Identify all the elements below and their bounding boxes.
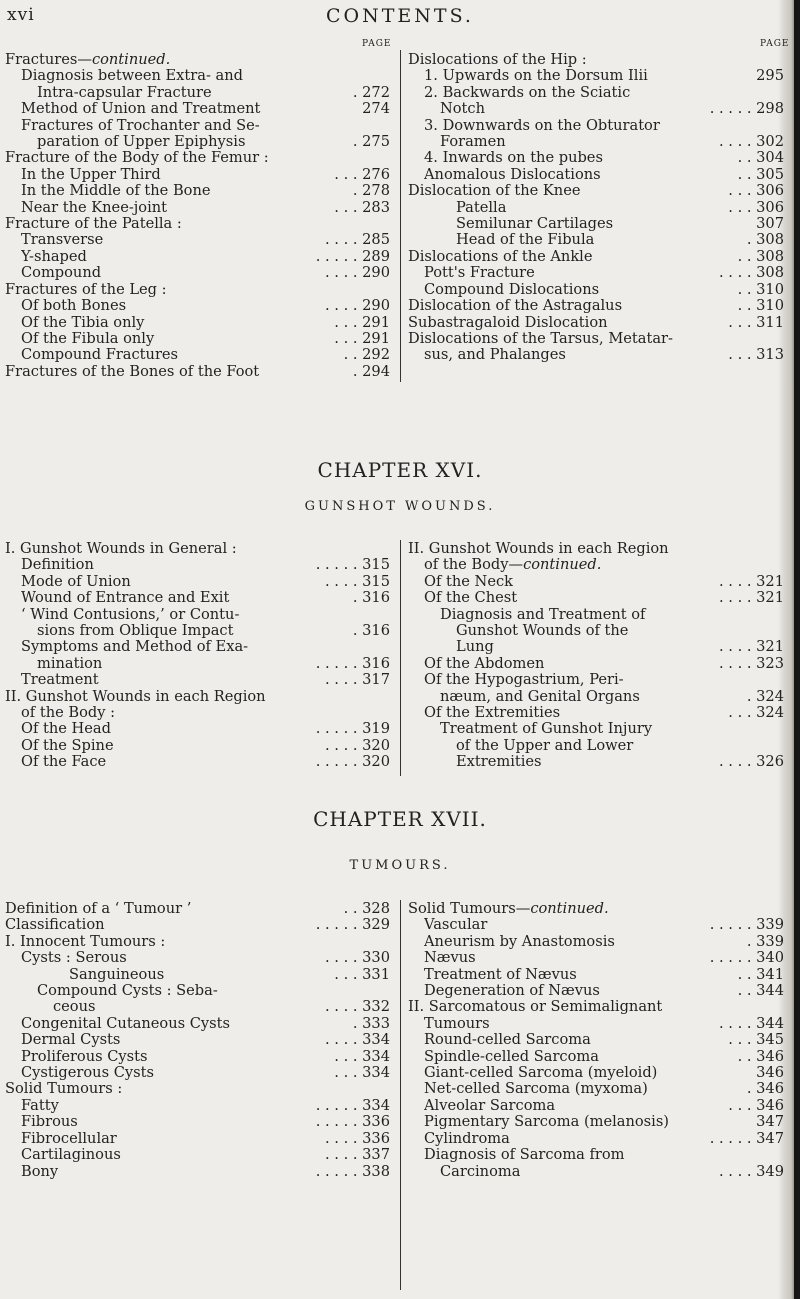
toc-entry-title: Subastragaloid Dislocation xyxy=(408,314,608,331)
toc-entry xyxy=(408,541,784,557)
toc-entry-title: Dislocations of the Ankle xyxy=(408,248,593,265)
chapter-16-subheading: GUNSHOT WOUNDS. xyxy=(304,499,496,514)
toc-entry xyxy=(408,1032,784,1048)
toc-entry xyxy=(5,183,390,199)
toc-entry xyxy=(408,101,784,117)
toc-entry-title: næum, and Genital Organs xyxy=(440,688,640,705)
toc-entry-page: . . . . 337 xyxy=(325,1146,390,1164)
toc-entry-title: Of the Tibia only xyxy=(21,314,145,331)
toc-entry-page: . 316 xyxy=(352,589,390,607)
page-edge-dark xyxy=(794,0,800,1299)
toc-entry xyxy=(5,364,390,380)
toc-entry-title: Giant-celled Sarcoma (myeloid) xyxy=(424,1065,658,1082)
toc-entry-title: Diagnosis of Sarcoma from xyxy=(424,1147,625,1164)
toc-entry-page: . . . . 321 xyxy=(719,589,784,607)
toc-column-left-3 xyxy=(5,901,390,1180)
toc-entry-page: . . . . . 289 xyxy=(315,247,390,265)
toc-entry-page: . . . 345 xyxy=(728,1031,784,1049)
toc-entry-page: . . . 313 xyxy=(728,346,784,364)
toc-entry-page: 307 xyxy=(756,215,784,233)
toc-entry xyxy=(408,1049,784,1065)
toc-entry-title: Fractures of Trochanter and Se- xyxy=(21,117,260,134)
toc-entry xyxy=(408,265,784,281)
toc-entry-page: . . 310 xyxy=(737,280,784,298)
toc-entry-title: ‘ Wind Contusions,’ or Contu- xyxy=(21,606,240,623)
toc-entry-title: Round-celled Sarcoma xyxy=(424,1032,591,1049)
toc-entry xyxy=(5,967,390,983)
toc-entry-title: Cysts : Serous xyxy=(21,950,127,967)
toc-entry-title: Fracture of the Patella : xyxy=(5,216,182,233)
toc-entry xyxy=(408,1131,784,1147)
toc-column-right-2 xyxy=(408,541,784,771)
toc-entry-title: Fibrous xyxy=(21,1114,78,1131)
toc-entry-page: . . . . . 340 xyxy=(709,949,784,967)
toc-entry-title: I. Innocent Tumours : xyxy=(5,933,166,950)
toc-entry xyxy=(5,1147,390,1163)
toc-entry-title: Tumours xyxy=(424,1015,490,1032)
toc-entry xyxy=(5,689,390,705)
toc-entry xyxy=(408,315,784,331)
toc-entry xyxy=(5,656,390,672)
toc-entry-title: Compound Cysts : Seba- xyxy=(37,983,218,1000)
toc-entry-page: . . . . 315 xyxy=(325,572,390,590)
toc-entry-title: Aneurism by Anastomosis xyxy=(424,933,615,950)
toc-entry-page: . 333 xyxy=(352,1014,390,1032)
page-column-label-left: PAGE xyxy=(362,39,392,49)
toc-entry xyxy=(5,705,390,721)
toc-entry-page: . 346 xyxy=(746,1080,784,1098)
running-title: CONTENTS. xyxy=(326,5,474,27)
toc-entry xyxy=(408,1016,784,1032)
toc-entry-page: . . . 283 xyxy=(334,198,390,216)
toc-entry xyxy=(5,901,390,917)
toc-entry xyxy=(408,85,784,101)
toc-entry-title: Pott's Fracture xyxy=(424,265,535,282)
toc-entry xyxy=(5,672,390,688)
toc-entry-page: . . . . 349 xyxy=(719,1162,784,1180)
toc-entry-title: Congenital Cutaneous Cysts xyxy=(21,1015,231,1032)
toc-column-left-2 xyxy=(5,541,390,771)
toc-entry-title: 2. Backwards on the Sciatic xyxy=(424,84,631,101)
toc-entry-page: . . . . 321 xyxy=(719,638,784,656)
toc-entry-page: . 272 xyxy=(352,83,390,101)
toc-entry-page: . 294 xyxy=(352,362,390,380)
toc-entry xyxy=(408,216,784,232)
toc-entry-page: . . . 334 xyxy=(334,1047,390,1065)
page-column-label-right: PAGE xyxy=(760,39,790,49)
toc-entry xyxy=(5,917,390,933)
toc-entry-title: Definition xyxy=(21,557,94,574)
toc-entry xyxy=(408,623,784,639)
toc-entry-page: . 316 xyxy=(352,622,390,640)
toc-entry-page: . . 346 xyxy=(737,1047,784,1065)
toc-entry xyxy=(5,934,390,950)
toc-entry-title: mination xyxy=(37,655,103,672)
toc-entry-title: sions from Oblique Impact xyxy=(37,623,234,640)
toc-entry xyxy=(408,1147,784,1163)
toc-entry xyxy=(5,1114,390,1130)
toc-entry xyxy=(408,331,784,347)
toc-entry-title: Compound xyxy=(21,265,102,282)
toc-entry-page: . . . . . 320 xyxy=(315,753,390,771)
toc-entry xyxy=(408,689,784,705)
toc-entry-title: II. Gunshot Wounds in each Region xyxy=(5,688,266,705)
toc-entry xyxy=(408,200,784,216)
toc-entry xyxy=(5,754,390,770)
column-divider-3 xyxy=(400,900,401,1290)
toc-entry-page: . . . . . 329 xyxy=(315,916,390,934)
toc-entry-title: Diagnosis and Treatment of xyxy=(440,606,646,623)
toc-entry xyxy=(5,639,390,655)
toc-entry-continued: continued. xyxy=(530,901,609,917)
toc-entry-page: . . . . . 338 xyxy=(315,1162,390,1180)
toc-entry-title: Diagnosis between Extra- and xyxy=(21,68,243,85)
toc-entry-title: Transverse xyxy=(21,232,104,249)
toc-entry-page: . . . . . 339 xyxy=(709,916,784,934)
toc-entry xyxy=(5,1098,390,1114)
toc-entry-page: . 339 xyxy=(746,932,784,950)
toc-entry-title: Degeneration of Nævus xyxy=(424,983,600,1000)
toc-entry-title: Intra-capsular Fracture xyxy=(37,84,212,101)
toc-entry-title: In the Upper Third xyxy=(21,166,161,183)
toc-entry-page: . . 292 xyxy=(343,346,390,364)
toc-entry-title: Mode of Union xyxy=(21,573,131,590)
toc-entry xyxy=(408,232,784,248)
toc-column-right-3 xyxy=(408,901,784,1180)
toc-entry-title: paration of Upper Epiphysis xyxy=(37,134,246,151)
toc-entry-title: Dislocation of the Knee xyxy=(408,183,581,200)
toc-entry-page: . . . . 302 xyxy=(719,133,784,151)
toc-entry xyxy=(408,68,784,84)
toc-entry xyxy=(5,200,390,216)
toc-entry-page: . . . 346 xyxy=(728,1096,784,1114)
toc-entry-title: Near the Knee-joint xyxy=(21,199,168,216)
toc-entry-title: Fibrocellular xyxy=(21,1130,117,1147)
toc-entry xyxy=(5,999,390,1015)
toc-entry-title: Lung xyxy=(456,639,494,656)
toc-entry-page: . . . . . 316 xyxy=(315,654,390,672)
toc-entry-title: ceous xyxy=(53,999,96,1016)
toc-entry-page: . . . . . 319 xyxy=(315,720,390,738)
toc-entry-page: 295 xyxy=(756,67,784,85)
toc-entry-page: . 275 xyxy=(352,133,390,151)
page-number-roman: xvi xyxy=(7,5,35,25)
toc-entry-page: . . . . . 298 xyxy=(709,100,784,118)
toc-entry-page: . . . . . 347 xyxy=(709,1129,784,1147)
toc-entry xyxy=(5,1032,390,1048)
toc-entry xyxy=(5,282,390,298)
toc-entry-page: . . . . 320 xyxy=(325,736,390,754)
toc-entry xyxy=(408,590,784,606)
toc-entry-title: Y-shaped xyxy=(21,248,87,265)
toc-entry-page: . . . . 330 xyxy=(325,949,390,967)
chapter-17-heading: CHAPTER XVII. xyxy=(313,807,487,831)
toc-entry xyxy=(408,999,784,1015)
toc-entry xyxy=(5,68,390,84)
toc-entry-page: . 324 xyxy=(746,687,784,705)
toc-entry-page: . . . . 336 xyxy=(325,1129,390,1147)
toc-entry xyxy=(5,150,390,166)
toc-entry-title: Of the Spine xyxy=(21,737,114,754)
toc-entry-page: . . . . 326 xyxy=(719,753,784,771)
toc-entry-title: Of the Extremities xyxy=(424,705,561,722)
toc-entry-title: Solid Tumours—continued. xyxy=(408,901,609,917)
toc-entry-title: Method of Union and Treatment xyxy=(21,101,261,118)
toc-entry xyxy=(5,216,390,232)
toc-entry xyxy=(5,607,390,623)
toc-entry xyxy=(408,574,784,590)
toc-entry-page: . . . 291 xyxy=(334,313,390,331)
toc-entry-page: . . 308 xyxy=(737,247,784,265)
toc-entry xyxy=(408,1114,784,1130)
toc-entry-title: Of the Hypogastrium, Peri- xyxy=(424,672,624,689)
toc-entry-title: Semilunar Cartilages xyxy=(456,216,614,233)
toc-entry-page: . . . . 334 xyxy=(325,1031,390,1049)
toc-entry-page: . . . 291 xyxy=(334,329,390,347)
toc-entry xyxy=(408,754,784,770)
toc-entry-continued: continued. xyxy=(523,557,602,574)
toc-entry-title: Alveolar Sarcoma xyxy=(424,1097,556,1114)
toc-entry-title: Foramen xyxy=(440,134,506,151)
toc-entry xyxy=(5,315,390,331)
toc-entry-page: 274 xyxy=(362,100,390,118)
toc-entry xyxy=(408,298,784,314)
toc-entry xyxy=(408,249,784,265)
toc-entry xyxy=(5,1065,390,1081)
toc-entry-page: . 278 xyxy=(352,182,390,200)
toc-entry-page: . . . . 290 xyxy=(325,264,390,282)
toc-entry-page: . . . . 323 xyxy=(719,654,784,672)
toc-entry xyxy=(408,639,784,655)
toc-entry xyxy=(5,249,390,265)
toc-entry xyxy=(408,1164,784,1180)
toc-entry xyxy=(5,1164,390,1180)
toc-entry-title: sus, and Phalanges xyxy=(424,347,566,364)
toc-entry xyxy=(408,118,784,134)
toc-entry-continued: continued. xyxy=(91,52,171,68)
toc-entry-title: Pigmentary Sarcoma (melanosis) xyxy=(424,1114,670,1131)
toc-entry xyxy=(408,901,784,917)
toc-entry-page: . . . 334 xyxy=(334,1064,390,1082)
toc-entry-title: Spindle-celled Sarcoma xyxy=(424,1048,599,1065)
toc-entry xyxy=(5,541,390,557)
toc-entry xyxy=(5,298,390,314)
toc-entry-page: . . . 331 xyxy=(334,965,390,983)
toc-entry-page: . . . . 308 xyxy=(719,264,784,282)
toc-entry xyxy=(408,950,784,966)
toc-entry-title: Fractures—continued. xyxy=(5,52,171,68)
toc-entry-title: Extremities xyxy=(456,754,542,771)
toc-entry xyxy=(5,331,390,347)
toc-entry xyxy=(5,101,390,117)
toc-entry-page: . . . . . 334 xyxy=(315,1096,390,1114)
toc-entry-title: Carcinoma xyxy=(440,1163,521,1180)
toc-entry-page: . . . . 344 xyxy=(719,1014,784,1032)
toc-entry-title: I. Gunshot Wounds in General : xyxy=(5,541,237,557)
toc-entry xyxy=(408,721,784,737)
toc-entry-page: . . . . 332 xyxy=(325,998,390,1016)
toc-entry-title: Treatment of Nævus xyxy=(424,966,577,983)
toc-entry-title: Of both Bones xyxy=(21,298,127,315)
toc-entry-title: Of the Head xyxy=(21,721,111,738)
toc-entry-title: of the Body : xyxy=(21,705,116,722)
toc-entry-page: . . . 306 xyxy=(728,182,784,200)
toc-entry-page: . . 344 xyxy=(737,982,784,1000)
toc-entry xyxy=(408,52,784,68)
toc-entry xyxy=(408,607,784,623)
toc-entry xyxy=(5,950,390,966)
toc-entry-page: . 308 xyxy=(746,231,784,249)
toc-entry-title: Symptoms and Method of Exa- xyxy=(21,639,249,656)
toc-entry-title: Nævus xyxy=(424,950,476,967)
toc-entry-title: Dislocation of the Astragalus xyxy=(408,298,623,315)
toc-entry-title: Cystigerous Cysts xyxy=(21,1065,154,1082)
toc-entry-title: Of the Fibula only xyxy=(21,330,155,347)
toc-entry-title: Net-celled Sarcoma (myxoma) xyxy=(424,1081,648,1098)
toc-entry-page: . . . . 321 xyxy=(719,572,784,590)
toc-entry xyxy=(408,557,784,573)
toc-entry-title: Of the Face xyxy=(21,754,107,771)
toc-entry xyxy=(5,1049,390,1065)
toc-entry xyxy=(5,623,390,639)
toc-entry-page: . . . 311 xyxy=(728,313,784,331)
toc-entry-title: Bony xyxy=(21,1163,59,1180)
toc-entry xyxy=(5,1081,390,1097)
toc-entry-title: Compound Fractures xyxy=(21,347,179,364)
toc-entry-title: Notch xyxy=(440,101,485,118)
toc-entry-title: 1. Upwards on the Dorsum Ilii xyxy=(424,68,648,85)
toc-entry-page: . . 328 xyxy=(343,900,390,917)
toc-entry-title: Of the Neck xyxy=(424,573,513,590)
toc-entry-title: Sanguineous xyxy=(69,966,165,983)
toc-entry xyxy=(5,557,390,573)
toc-entry xyxy=(5,721,390,737)
toc-entry-title: Solid Tumours : xyxy=(5,1081,123,1098)
toc-entry-page: . . 304 xyxy=(737,149,784,167)
toc-entry-title: Definition of a ‘ Tumour ’ xyxy=(5,901,192,917)
toc-entry-title: Dermal Cysts xyxy=(21,1032,121,1049)
toc-entry xyxy=(5,134,390,150)
toc-entry-title: Cartilaginous xyxy=(21,1147,121,1164)
toc-entry-page: . . . 324 xyxy=(728,704,784,722)
toc-entry xyxy=(408,967,784,983)
toc-entry-title: Wound of Entrance and Exit xyxy=(21,590,230,607)
toc-entry-page: . . . . . 336 xyxy=(315,1113,390,1131)
toc-entry xyxy=(408,150,784,166)
toc-entry-title: Compound Dislocations xyxy=(424,281,600,298)
toc-entry-title: Fractures of the Leg : xyxy=(5,281,167,298)
toc-entry-title: Of the Abdomen xyxy=(424,655,545,672)
column-divider-2 xyxy=(400,540,401,776)
toc-entry-page: . . . . 285 xyxy=(325,231,390,249)
toc-entry-page: . . . 306 xyxy=(728,198,784,216)
toc-entry-title: Patella xyxy=(456,199,507,216)
toc-entry xyxy=(5,118,390,134)
toc-entry xyxy=(5,574,390,590)
toc-entry xyxy=(5,1016,390,1032)
toc-entry-page: 347 xyxy=(756,1113,784,1131)
toc-entry-title: Of the Chest xyxy=(424,590,518,607)
toc-entry xyxy=(5,347,390,363)
toc-entry-page: . . 341 xyxy=(737,965,784,983)
toc-entry xyxy=(408,705,784,721)
toc-entry-title: Cylindroma xyxy=(424,1130,510,1147)
toc-entry-title: of the Upper and Lower xyxy=(456,737,634,754)
toc-entry xyxy=(408,738,784,754)
toc-entry xyxy=(5,232,390,248)
toc-entry xyxy=(5,265,390,281)
toc-entry xyxy=(5,1131,390,1147)
toc-entry xyxy=(408,983,784,999)
toc-entry-title: Anomalous Dislocations xyxy=(424,166,601,183)
toc-entry-title: 4. Inwards on the pubes xyxy=(424,150,603,167)
toc-entry-page: . . . . . 315 xyxy=(315,556,390,574)
toc-entry-title: In the Middle of the Bone xyxy=(21,183,211,200)
toc-entry-page: . . 310 xyxy=(737,297,784,315)
toc-entry xyxy=(408,134,784,150)
toc-entry-title: Gunshot Wounds of the xyxy=(456,623,629,640)
toc-entry xyxy=(408,934,784,950)
toc-entry xyxy=(408,1065,784,1081)
toc-entry-page: . . . 276 xyxy=(334,165,390,183)
toc-entry-page: . . 305 xyxy=(737,165,784,183)
toc-entry xyxy=(5,167,390,183)
toc-entry xyxy=(408,656,784,672)
toc-entry-title: Fracture of the Body of the Femur : xyxy=(5,150,269,167)
chapter-16-heading: CHAPTER XVI. xyxy=(317,458,483,482)
toc-entry xyxy=(408,1081,784,1097)
toc-entry-title: II. Sarcomatous or Semimalignant xyxy=(408,999,663,1016)
toc-entry xyxy=(5,85,390,101)
toc-entry-title: II. Gunshot Wounds in each Region xyxy=(408,541,669,557)
toc-entry xyxy=(5,983,390,999)
toc-entry-title: Dislocations of the Hip : xyxy=(408,52,587,68)
toc-entry-page: 346 xyxy=(756,1064,784,1082)
chapter-17-subheading: TUMOURS. xyxy=(349,858,451,873)
toc-entry xyxy=(408,282,784,298)
toc-entry-title: of the Body—continued. xyxy=(424,557,602,574)
toc-entry-title: Proliferous Cysts xyxy=(21,1048,148,1065)
toc-entry-title: Treatment of Gunshot Injury xyxy=(440,721,653,738)
toc-entry-title: Dislocations of the Tarsus, Metatar- xyxy=(408,330,673,347)
toc-entry xyxy=(408,1098,784,1114)
toc-entry-page: . . . . 317 xyxy=(325,671,390,689)
toc-entry xyxy=(408,167,784,183)
toc-entry-title: 3. Downwards on the Obturator xyxy=(424,117,660,134)
toc-entry xyxy=(5,590,390,606)
toc-entry-title: Head of the Fibula xyxy=(456,232,595,249)
toc-entry-page: . . . . 290 xyxy=(325,297,390,315)
toc-entry xyxy=(408,183,784,199)
toc-entry-title: Classification xyxy=(5,917,105,934)
toc-entry xyxy=(408,347,784,363)
toc-entry xyxy=(5,738,390,754)
toc-column-left-1 xyxy=(5,52,390,380)
toc-entry-title: Fatty xyxy=(21,1097,59,1114)
toc-column-right-1 xyxy=(408,52,784,364)
toc-entry xyxy=(408,917,784,933)
column-divider-1 xyxy=(400,50,401,382)
toc-entry xyxy=(408,672,784,688)
toc-entry-title: Fractures of the Bones of the Foot xyxy=(5,363,260,380)
toc-entry xyxy=(5,52,390,68)
toc-entry-title: Treatment xyxy=(21,672,99,689)
toc-entry-title: Vascular xyxy=(424,917,488,934)
